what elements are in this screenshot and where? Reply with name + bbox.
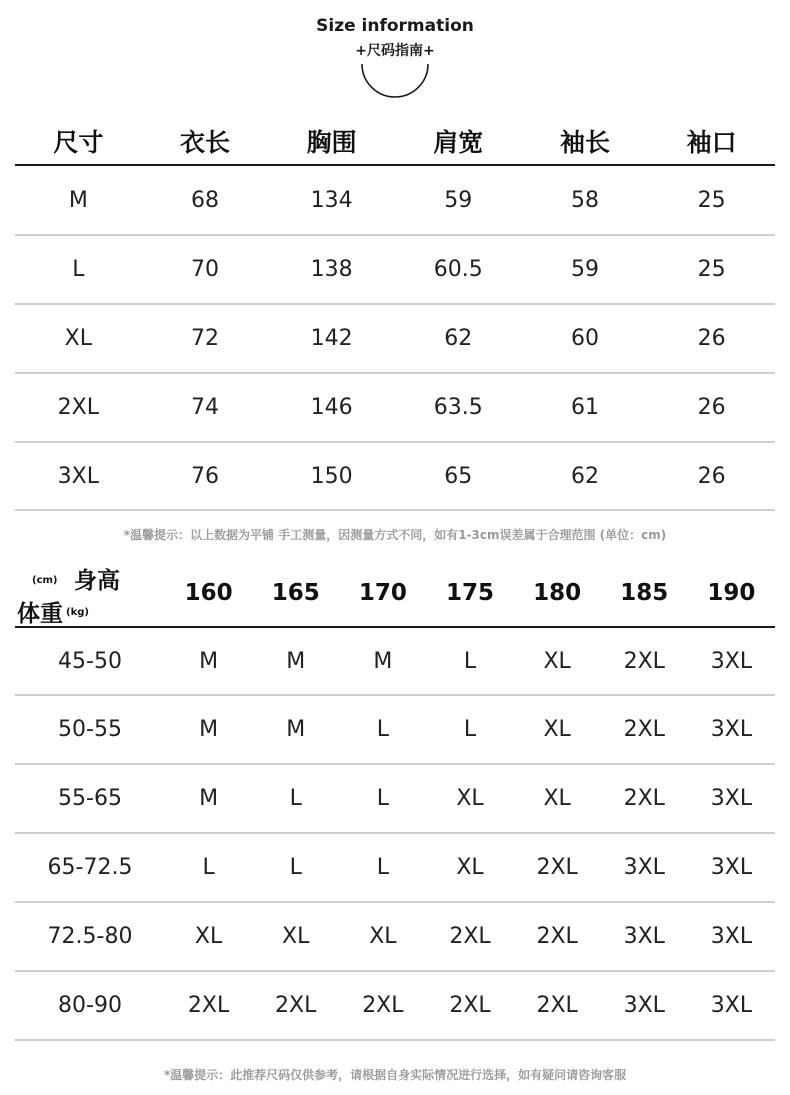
size-cell: L [339, 833, 426, 902]
size-cell: 2XL [252, 971, 339, 1040]
column-header: 肩宽 [395, 118, 522, 165]
size-cell: 3XL [688, 971, 775, 1040]
table-cell: XL [15, 304, 142, 373]
table-cell: 25 [648, 165, 775, 235]
size-cell: M [339, 627, 426, 695]
recommendation-table [15, 560, 775, 1041]
size-cell: 3XL [688, 627, 775, 695]
size-cell: XL [514, 764, 601, 833]
size-cell: M [252, 627, 339, 695]
column-header: 胸围 [268, 118, 395, 165]
weight-range-cell: 80-90 [15, 971, 165, 1040]
size-cell: XL [514, 695, 601, 764]
size-table-header-row [15, 118, 775, 165]
size-cell: XL [252, 902, 339, 971]
size-cell: 2XL [165, 971, 252, 1040]
weight-range-cell: 65-72.5 [15, 833, 165, 902]
size-cell: 3XL [601, 902, 688, 971]
table-cell: 138 [268, 235, 395, 304]
weight-label: 体重 [17, 601, 63, 627]
size-cell: L [252, 833, 339, 902]
height-column-header: 165 [252, 560, 339, 627]
height-column-header: 180 [514, 560, 601, 627]
table-cell: 3XL [15, 442, 142, 510]
title-english: Size information [316, 16, 474, 36]
size-cell: XL [165, 902, 252, 971]
recommendation-header-row [15, 560, 775, 627]
height-column-header: 185 [601, 560, 688, 627]
measurement-note: *温馨提示：以上数据为平铺 手工测量，因测量方式不同，如有1-3cm误差属于合理范围 (单位：cm) [123, 528, 667, 542]
table-cell: 65 [395, 442, 522, 510]
height-column-header: 170 [339, 560, 426, 627]
size-cell: L [339, 695, 426, 764]
size-cell: L [165, 833, 252, 902]
size-cell: M [252, 695, 339, 764]
table-cell: 70 [142, 235, 269, 304]
weight-range-cell: 72.5-80 [15, 902, 165, 971]
size-cell: 2XL [426, 902, 513, 971]
table-row [15, 764, 775, 833]
height-column-header: 175 [426, 560, 513, 627]
size-cell: 2XL [514, 971, 601, 1040]
weight-range-cell: 45-50 [15, 627, 165, 695]
page-header [0, 0, 790, 110]
table-cell: 59 [395, 165, 522, 235]
size-cell: 2XL [514, 902, 601, 971]
column-header: 袖口 [648, 118, 775, 165]
decorative-arc-icon [360, 62, 430, 102]
table-cell: 58 [522, 165, 649, 235]
table-cell: 76 [142, 442, 269, 510]
size-cell: 3XL [688, 833, 775, 902]
table-cell: 60 [522, 304, 649, 373]
table-cell: 68 [142, 165, 269, 235]
size-table [15, 118, 775, 511]
size-cell: L [426, 695, 513, 764]
size-cell: M [165, 695, 252, 764]
height-column-header: 190 [688, 560, 775, 627]
table-cell: M [15, 165, 142, 235]
table-row [15, 627, 775, 695]
size-cell: 2XL [601, 764, 688, 833]
table-cell: 142 [268, 304, 395, 373]
table-row [15, 442, 775, 510]
column-header: 袖长 [522, 118, 649, 165]
size-cell: 2XL [339, 971, 426, 1040]
table-row [15, 971, 775, 1040]
size-cell: M [165, 627, 252, 695]
size-cell: L [252, 764, 339, 833]
table-cell: 26 [648, 373, 775, 442]
size-cell: 3XL [688, 695, 775, 764]
size-cell: 2XL [601, 695, 688, 764]
recommendation-note: *温馨提示：此推荐尺码仅供参考，请根据自身实际情况进行选择，如有疑问请咨询客服 [163, 1068, 627, 1082]
size-cell: 3XL [601, 971, 688, 1040]
table-cell: 26 [648, 442, 775, 510]
size-cell: 2XL [426, 971, 513, 1040]
table-cell: 26 [648, 304, 775, 373]
table-cell: 146 [268, 373, 395, 442]
table-row [15, 902, 775, 971]
weight-range-cell: 55-65 [15, 764, 165, 833]
table-cell: 60.5 [395, 235, 522, 304]
column-header: 衣长 [142, 118, 269, 165]
table-row [15, 695, 775, 764]
table-cell: 150 [268, 442, 395, 510]
size-cell: L [339, 764, 426, 833]
size-cell: XL [514, 627, 601, 695]
size-cell: XL [426, 833, 513, 902]
table-row [15, 304, 775, 373]
table-cell: 62 [395, 304, 522, 373]
size-cell: L [426, 627, 513, 695]
table-cell: 72 [142, 304, 269, 373]
table-cell: 59 [522, 235, 649, 304]
height-column-header: 160 [165, 560, 252, 627]
table-cell: 63.5 [395, 373, 522, 442]
table-row [15, 235, 775, 304]
height-weight-corner [15, 560, 165, 627]
table-row [15, 833, 775, 902]
weight-unit: (kg) [66, 607, 89, 618]
size-cell: XL [426, 764, 513, 833]
height-unit: (cm) [32, 575, 58, 586]
size-cell: M [165, 764, 252, 833]
table-cell: 62 [522, 442, 649, 510]
table-cell: L [15, 235, 142, 304]
column-header: 尺寸 [15, 118, 142, 165]
table-cell: 61 [522, 373, 649, 442]
table-row [15, 165, 775, 235]
title-chinese: +尺码指南+ [355, 43, 435, 59]
size-cell: 3XL [688, 902, 775, 971]
weight-range-cell: 50-55 [15, 695, 165, 764]
table-cell: 134 [268, 165, 395, 235]
size-cell: 3XL [601, 833, 688, 902]
table-cell: 2XL [15, 373, 142, 442]
table-row [15, 373, 775, 442]
size-cell: 3XL [688, 764, 775, 833]
table-cell: 25 [648, 235, 775, 304]
size-cell: 2XL [601, 627, 688, 695]
size-cell: XL [339, 902, 426, 971]
height-label: 身高 [74, 568, 120, 594]
table-cell: 74 [142, 373, 269, 442]
size-cell: 2XL [514, 833, 601, 902]
